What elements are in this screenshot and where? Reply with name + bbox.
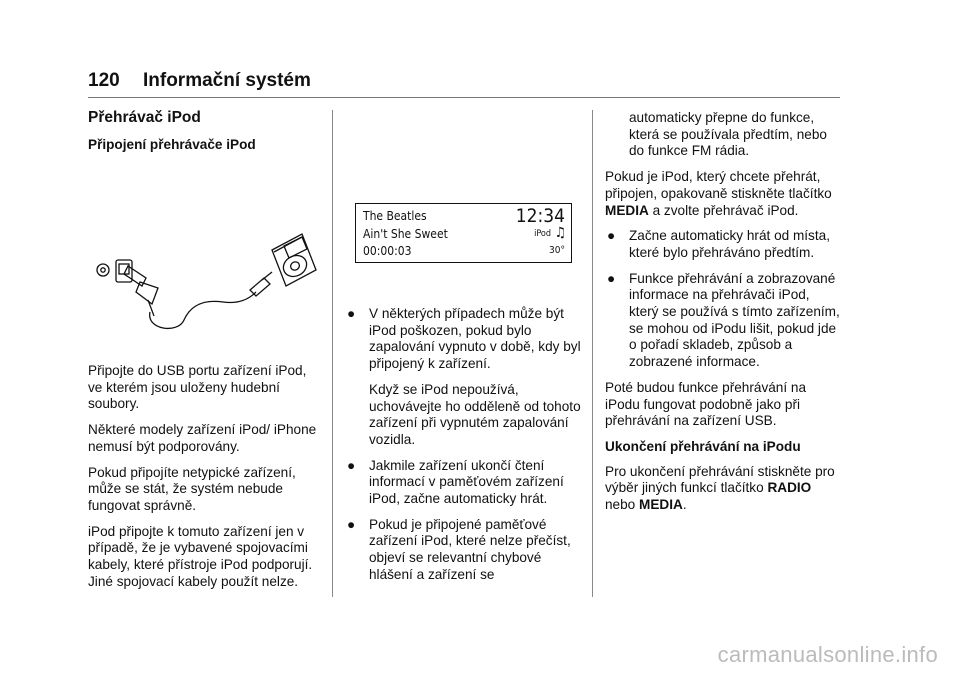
watermark: carmanualsonline.info xyxy=(717,642,938,667)
subsection-heading: Ukončení přehrávání na iPodu xyxy=(605,438,801,454)
display-elapsed-time: 00:00:03 xyxy=(363,244,412,258)
ipod-usb-illustration xyxy=(88,230,318,335)
bullet-note: Když se iPod nepoužívá, uchovávejte ho odděleně od tohoto zařízení při vypnutém zapalování vozidla. xyxy=(369,381,581,447)
display-clock: 12:34 xyxy=(515,205,565,227)
display-source: iPod xyxy=(534,229,551,239)
display-artist: The Beatles xyxy=(363,209,427,223)
paragraph: Pokud je iPod, který chcete přehrát, připojen, opakovaně stiskněte tlačítko MEDIA a zvolte přehrávač iPod. xyxy=(605,169,832,218)
bullet-item: ● Funkce přehrávání a zobrazované informace na přehrávači iPod, který se používá s tímto zařízením, se mohou od iPodu lišit, pokud jde o pořadí skladeb, způsob a zobrazené informace. xyxy=(607,270,840,370)
bullet-icon: ● xyxy=(347,516,356,532)
music-note-icon: ♫ xyxy=(554,225,566,241)
column-divider xyxy=(332,110,333,597)
radio-button-label: RADIO xyxy=(767,480,812,496)
bullet-item: ● Pokud je připojené paměťové zařízení iPod, které nelze přečíst, objeví se relevantní chybové hlášení a zařízení se xyxy=(347,516,571,582)
bullet-item: ● Jakmile zařízení ukončí čtení informací v paměťovém zařízení iPod, začne automaticky hrát. xyxy=(347,457,564,507)
continuation-text: automaticky přepne do funkce, která se používala předtím, nebo do funkce FM rádia. xyxy=(629,110,827,159)
bullet-item: ● V některých případech může být iPod poškozen, pokud bylo zapalování vypnuto v době, kdy byl připojený k zařízení. xyxy=(347,306,581,372)
column-right xyxy=(605,110,841,523)
section-title: Informační systém xyxy=(142,70,311,91)
section-heading: Přehrávač iPod xyxy=(88,109,201,126)
bullet-icon: ● xyxy=(607,228,616,244)
bullet-item: ● Začne automaticky hrát od místa, které bylo přehráváno předtím. xyxy=(607,228,830,260)
paragraph: Pro ukončení přehrávání stiskněte pro výběr jiných funkcí tlačítko RADIO nebo MEDIA. xyxy=(605,463,835,513)
media-button-label: MEDIA xyxy=(639,497,683,513)
column-left xyxy=(88,110,324,161)
paragraph: Některé modely zařízení iPod/ iPhone nemusí být podporovány. xyxy=(88,422,317,454)
column-divider xyxy=(592,110,593,597)
column-middle xyxy=(345,306,583,593)
header-rule xyxy=(88,97,840,98)
bullet-icon: ● xyxy=(347,306,356,321)
display-track-title: Ain't She Sweet xyxy=(363,227,448,241)
bullet-icon: ● xyxy=(347,457,356,473)
page-number: 120 xyxy=(88,70,120,91)
column-left-body xyxy=(88,363,324,599)
display-temperature: 30° xyxy=(549,245,565,256)
paragraph: Poté budou funkce přehrávání na iPodu fungovat podobně jako při přehrávání na zařízení USB. xyxy=(605,379,807,429)
subsection-heading: Připojení přehrávače iPod xyxy=(88,136,256,152)
page-header xyxy=(88,70,311,92)
bullet-icon: ● xyxy=(607,270,616,286)
media-button-label: MEDIA xyxy=(605,202,649,218)
paragraph: Připojte do USB portu zařízení iPod, ve kterém jsou uloženy hudební soubory. xyxy=(88,363,307,412)
paragraph: Pokud připojíte netypické zařízení, může se stát, že systém nebude fungovat správně. xyxy=(88,464,296,513)
radio-display xyxy=(355,203,572,263)
paragraph: iPod připojte k tomuto zařízení jen v případě, že je vybavené spojovacími kabely, které přístroje iPod podporují. Jiné spojovací kabely použít nelze. xyxy=(88,523,313,589)
